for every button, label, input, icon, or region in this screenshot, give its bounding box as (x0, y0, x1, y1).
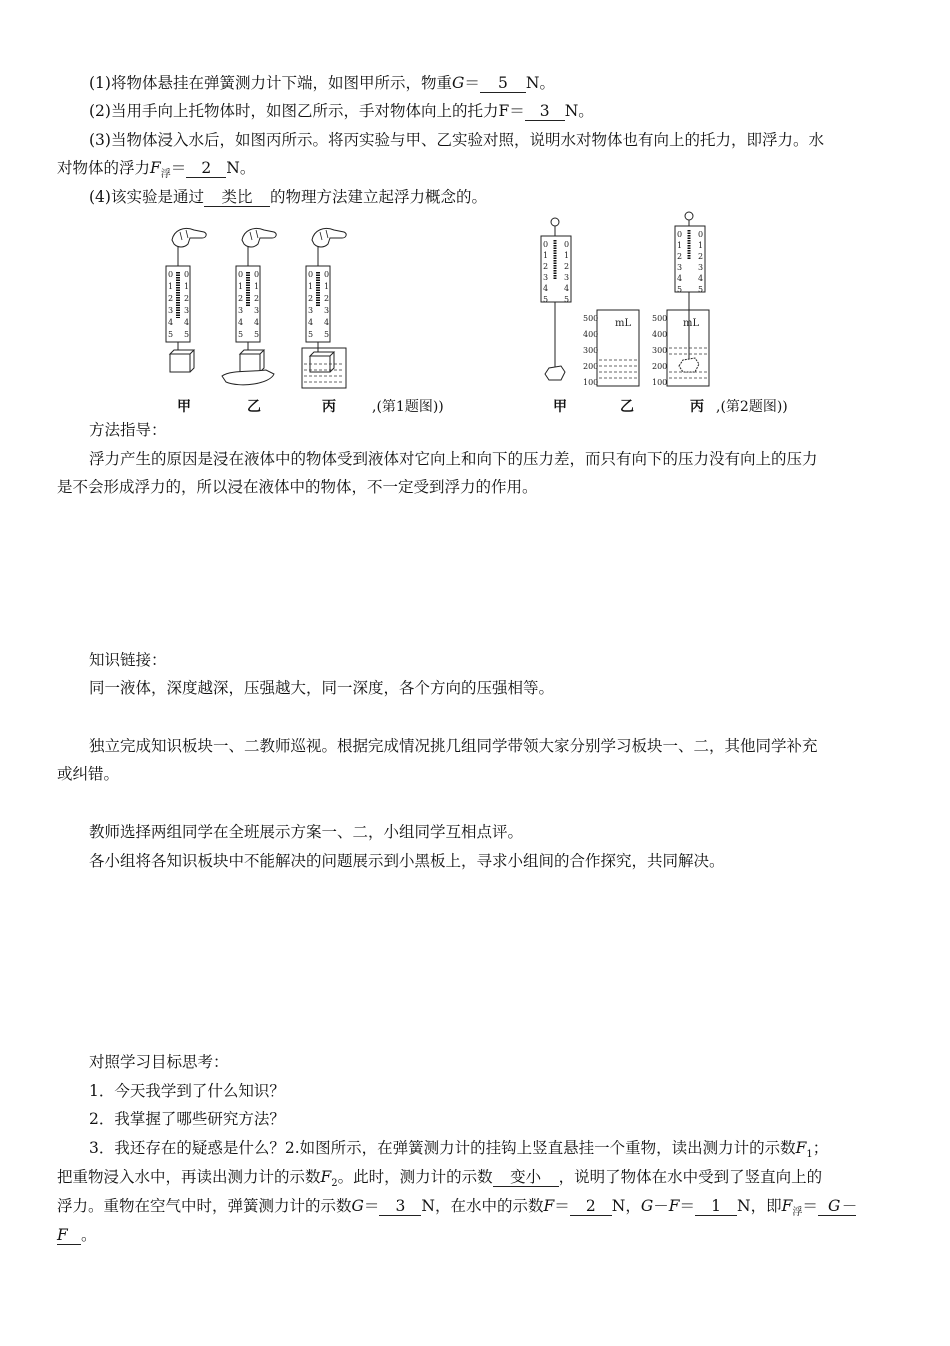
answer-ffu-b: F (57, 1226, 81, 1245)
svg-text:500: 500 (652, 314, 668, 323)
meter-bing (302, 228, 346, 388)
independent-line1: 独立完成知识板块一、二教师巡视。根据完成情况挑几组同学带领大家分别学习板块一、二，其他同学补充 (89, 737, 818, 755)
fig2-label-bing: 丙 (690, 399, 704, 415)
svg-text:0: 0 (564, 240, 570, 249)
svg-text:5: 5 (564, 295, 570, 304)
svg-text:2: 2 (677, 252, 683, 261)
answer-method: 类比 (204, 188, 270, 207)
svg-text:100: 100 (652, 378, 668, 387)
review-title: 对照学习目标思考： (89, 1053, 229, 1071)
method-line1: 浮力产生的原因是浸在液体中的物体受到液体对它向上和向下的压力差，而只有向下的压力没有向上的压力 (89, 450, 818, 468)
teacher-line2: 各小组将各知识板块中不能解决的问题展示到小黑板上，寻求小组间的合作探究，共同解决。 (89, 852, 725, 870)
svg-text:0: 0 (698, 230, 704, 239)
q1-part4: (4)该实验是通过 类比 的物理方法建立起浮力概念的。 (89, 188, 487, 206)
svg-text:500: 500 (583, 314, 599, 323)
meter-yi (222, 228, 276, 384)
fig1-label-bing: 丙 (322, 399, 336, 415)
q1-part3-line1: (3)当物体浸入水后，如图丙所示。将丙实验与甲、乙实验对照，说明水对物体也有向上的托力，即浮力。水 (89, 131, 824, 149)
svg-text:100: 100 (583, 378, 599, 387)
svg-text:mL: mL (683, 318, 700, 329)
answer-gf: 1 (695, 1197, 737, 1216)
svg-text:2: 2 (543, 262, 549, 271)
svg-text:3: 3 (543, 273, 549, 282)
figure-1-drawing (160, 222, 370, 392)
review-item3-line1: 3．我还存在的疑惑是什么？2.如图所示，在弹簧测力计的挂钩上竖直悬挂一个重物，读出测力计的示数$F_1$； (89, 1139, 829, 1161)
review-item3-line4: F 。 (57, 1226, 97, 1244)
link-title: 知识链接： (89, 651, 167, 669)
svg-text:300: 300 (652, 346, 668, 355)
svg-text:3: 3 (698, 263, 704, 272)
answer-buoyancy: 2 (186, 159, 226, 178)
method-line2: 是不会形成浮力的，所以浸在液体中的物体，不一定受到浮力的作用。 (57, 478, 538, 496)
review-item2: 2．我掌握了哪些研究方法？ (89, 1110, 285, 1128)
independent-line2: 或纠错。 (57, 765, 120, 783)
review-item3-line2: 把重物浸入水中，再读出测力计的示数$F_2$。此时，测力计的示数 变小 ，说明了物体在水中受到了竖直向上的 (57, 1168, 823, 1190)
review-item3-line3: 浮力。重物在空气中时，弹簧测力计的示数G＝ 3 N，在水中的示数F＝ 2 N，G－F＝ 1 N，即$F_浮= G-$ (57, 1197, 856, 1219)
svg-text:0: 0 (543, 240, 549, 249)
svg-text:4: 4 (564, 284, 570, 293)
answer-g: 3 (379, 1197, 421, 1216)
svg-text:300: 300 (583, 346, 599, 355)
figure-2-drawing (535, 210, 725, 390)
svg-text:1: 1 (698, 241, 704, 250)
svg-text:4: 4 (698, 274, 704, 283)
link-line1: 同一液体，深度越深，压强越大，同一深度，各个方向的压强相等。 (89, 679, 555, 697)
svg-text:2: 2 (564, 262, 570, 271)
fig2-label-jia: 甲 (553, 399, 567, 415)
meter-bing-2 (652, 212, 709, 387)
svg-text:400: 400 (652, 330, 668, 339)
svg-text:5: 5 (677, 285, 683, 294)
answer-ffu-a: G－ (818, 1197, 856, 1216)
teacher-line1: 教师选择两组同学在全班展示方案一、二，小组同学互相点评。 (89, 823, 524, 841)
answer-f: 2 (570, 1197, 612, 1216)
meter-jia (166, 228, 206, 372)
review-item1: 1．今天我学到了什么知识？ (89, 1082, 285, 1100)
svg-text:1: 1 (677, 241, 683, 250)
answer-weight: 5 (480, 74, 526, 93)
svg-text:200: 200 (652, 362, 668, 371)
q1-part2: (2)当用手向上托物体时，如图乙所示，手对物体向上的托力F＝ 3 N。 (89, 102, 594, 120)
svg-text:0: 0 (677, 230, 683, 239)
svg-text:1: 1 (543, 251, 549, 260)
svg-text:2: 2 (698, 252, 704, 261)
answer-change: 变小 (493, 1168, 559, 1187)
svg-text:4: 4 (677, 274, 683, 283)
answer-support-force: 3 (525, 102, 565, 121)
svg-text:400: 400 (583, 330, 599, 339)
beaker-yi (583, 310, 639, 387)
fig1-caption: ,(第1题图)) (372, 399, 444, 415)
svg-text:mL: mL (615, 318, 632, 329)
svg-text:200: 200 (583, 362, 599, 371)
fig2-label-yi: 乙 (620, 399, 634, 415)
svg-text:5: 5 (543, 295, 549, 304)
fig2-caption: ,(第2题图)) (716, 399, 788, 415)
svg-text:1: 1 (564, 251, 570, 260)
svg-text:3: 3 (677, 263, 683, 272)
figure-1 (160, 222, 370, 392)
q1-part1: (1)将物体悬挂在弹簧测力计下端，如图甲所示，物重G＝ 5 N。 (89, 74, 555, 92)
fig1-label-yi: 乙 (247, 399, 261, 415)
method-title: 方法指导： (89, 421, 167, 439)
q1-part3-line2: 对物体的浮力$F_浮= 2$ N。 (57, 159, 256, 181)
svg-text:4: 4 (543, 284, 549, 293)
meter-jia-2 (541, 218, 571, 380)
fig1-label-jia: 甲 (177, 399, 191, 415)
svg-text:3: 3 (564, 273, 570, 282)
figure-2 (535, 210, 725, 390)
svg-text:5: 5 (698, 285, 704, 294)
